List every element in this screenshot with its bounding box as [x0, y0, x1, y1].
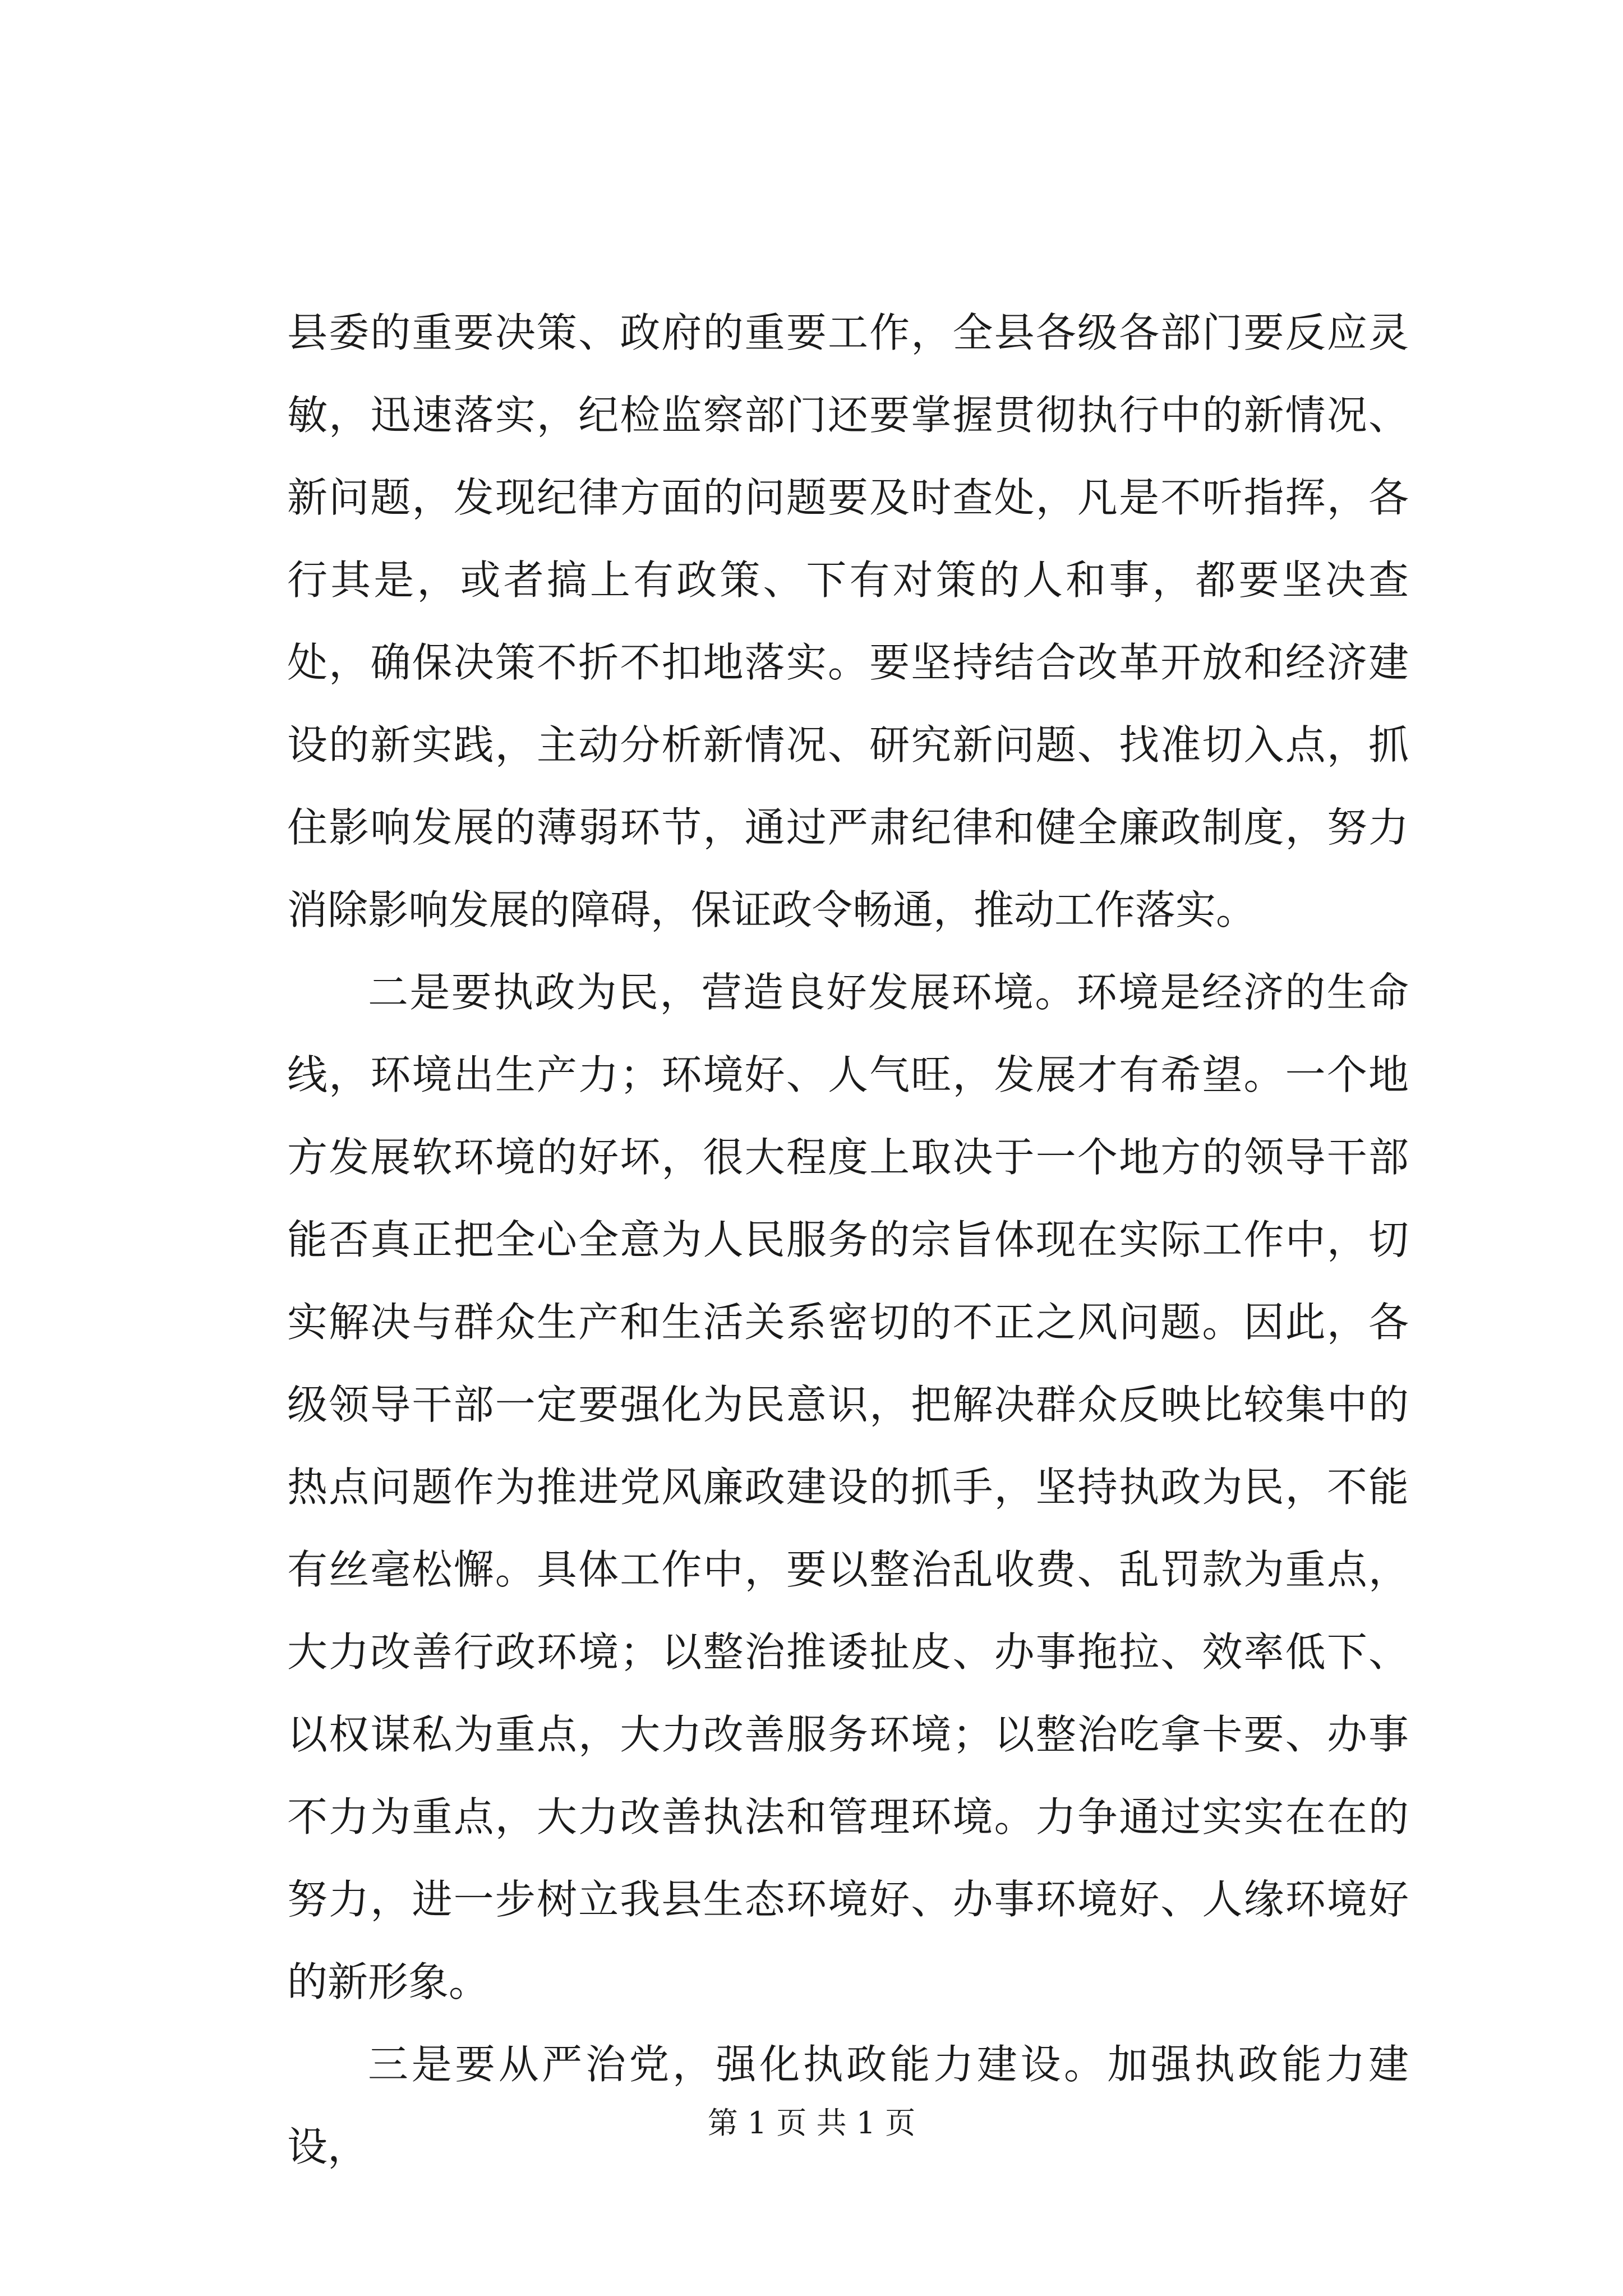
page-number-footer: 第 1 页 共 1 页 [707, 2105, 916, 2141]
document-body [287, 292, 1409, 2188]
paragraph-2: 二是要执政为民，营造良好发展环境。环境是经济的生命线，环境出生产力；环境好、人气旺，发展才有希望。一个地方发展软环境的好坏，很大程度上取决于一个地方的领导干部能否真正把全心全意为人民服务的宗旨体现在实际工作中，切实解决与群众生产和生活关系密切的不正之风问题。因此，各级领导干部一定要强化为民意识，把解决群众反映比较集中的热点问题作为推进党风廉政建设的抓手，坚持执政为民，不能有丝毫松懈。具体工作中，要以整治乱收费、乱罚款为重点，大力改善行政环境；以整治推诿扯皮、办事拖拉、效率低下、以权谋私为重点，大力改善服务环境；以整治吃拿卡要、办事不力为重点，大力改善执法和管理环境。力争通过实实在在的努力，进一步树立我县生态环境好、办事环境好、人缘环境好的新形象。 [287, 969, 1409, 2005]
paragraph-1: 县委的重要决策、政府的重要工作，全县各级各部门要反应灵敏，迅速落实，纪检监察部门还要掌握贯彻执行中的新情况、新问题，发现纪律方面的问题要及时查处，凡是不听指挥，各行其是，或者搞上有政策、下有对策的人和事，都要坚决查处，确保决策不折不扣地落实。要坚持结合改革开放和经济建设的新实践，主动分析新情况、研究新问题、找准切入点，抓住影响发展的薄弱环节，通过严肃纪律和健全廉政制度，努力消除影响发展的障碍，保证政令畅通，推动工作落实。 [287, 309, 1409, 933]
paragraph-3: 三是要从严治党，强化执政能力建设。加强执政能力建设， [287, 2041, 1409, 2170]
